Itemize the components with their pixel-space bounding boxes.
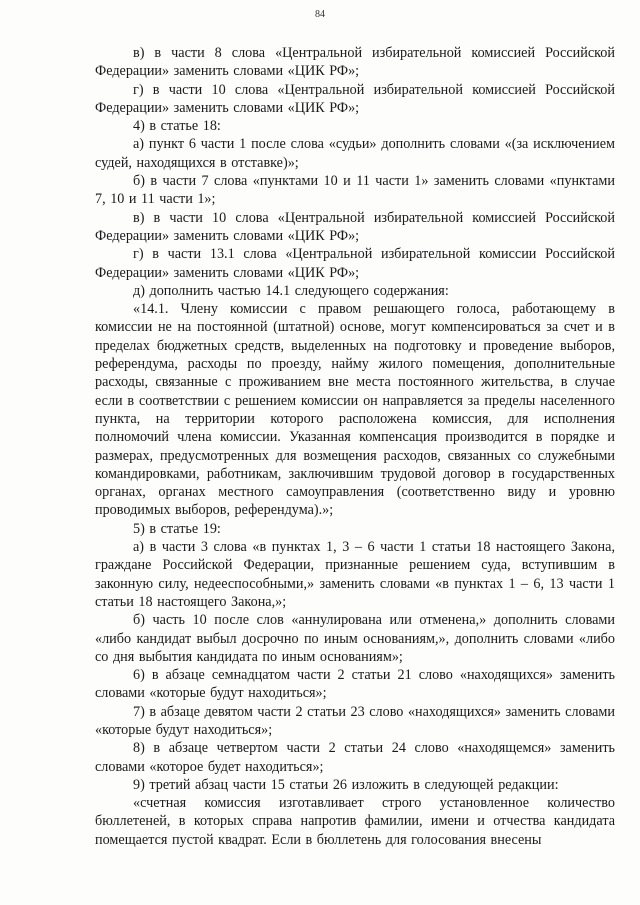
- paragraph-article-19: 5) в статье 19:: [133, 520, 221, 537]
- paragraph-b-part-7: б) в части 7 слова «пунктами 10 и 11 части 1» заменить словами «пунктами 7, 10 и 11 части 1»;: [95, 173, 615, 208]
- paragraph-article-24: 8) в абзаце четвертом части 2 статьи 24 слово «находящемся» заменить словами «которое будет находиться»;: [95, 740, 615, 775]
- paragraph-d-part-14-1: д) дополнить частью 14.1 следующего содержания:: [133, 282, 449, 299]
- paragraph-g-part-10: г) в части 10 слова «Центральной избирательной комиссией Российской Федерации» заменить словами «ЦИК РФ»;: [95, 81, 615, 116]
- document-body: [95, 44, 615, 849]
- paragraph-g-part-13-1: г) в части 13.1 слова «Центральной избирательной комиссии Российской Федерации» заменить словами «ЦИК РФ»;: [95, 246, 615, 281]
- paragraph-article-23: 7) в абзаце девятом части 2 статьи 23 слово «находящихся» заменить словами «которые будут находиться»;: [95, 703, 616, 738]
- paragraph-v-part-8: в) в части 8 слова «Центральной избирательной комиссией Российской Федерации» заменить словами «ЦИК РФ»;: [95, 45, 615, 80]
- paragraph-article-18: 4) в статье 18:: [133, 118, 221, 135]
- paragraph-article-26: 9) третий абзац части 15 статьи 26 изложить в следующей редакции:: [133, 776, 559, 793]
- page-number: 84: [315, 9, 325, 20]
- paragraph-v-part-10: в) в части 10 слова «Центральной избирательной комиссией Российской Федерации» заменить словами «ЦИК РФ»;: [95, 209, 615, 244]
- paragraph-article-21: 6) в абзаце семнадцатом части 2 статьи 21 слово «находящихся» заменить словами «которые будут находиться»;: [95, 667, 615, 702]
- paragraph-a-part-3: а) в части 3 слова «в пунктах 1, 3 – 6 части 1 статьи 18 настоящего Закона, граждане Российской Федерации, признанные решением суда, вступившим в законную силу, недееспособными,» заменить словами «в пунктах 1 – 6, 13 части 1 статьи 18 настоящего Закона,»;: [95, 539, 615, 610]
- paragraph-14-1-text: «14.1. Члену комиссии с правом решающего голоса, работающему в комиссии не на постоянной (штатной) основе, могут компенсироваться за счет и в пределах бюджетных средств, выделенных на подготовку и проведение выборов, референдума, расходы по проезду, найму жилого помещения, дополнительные расходы, связанные с проживанием вне места постоянного жительства, в случае если в соответствии с решением комиссии он направляется за пределы населенного пункта, на территории которого расположена комиссия, для исполнения полномочий члена комиссии. Указанная компенсация производится в порядке и размерах, предусмотренных для возмещения расходов, связанных со служебными командировками, работникам, заключившим трудовой договор в государственных органах, органах местного самоуправления (соответственно виду и уровню проводимых выборов, референдума).»;: [95, 301, 615, 519]
- paragraph-b-part-10: б) часть 10 после слов «аннулирована или отменена,» дополнить словами «либо кандидат выбыл досрочно по иным основаниям,», дополнить словами «либо со дня выбытия кандидата по иным основаниям»;: [95, 612, 615, 665]
- paragraph-counting-commission: «счетная комиссия изготавливает строго установленное количество бюллетеней, в которых справа напротив фамилии, имени и отчества кандидата помещается пустой квадрат. Если в бюллетень для голосования внесены: [95, 795, 615, 848]
- paragraph-a-point-6: а) пункт 6 части 1 после слова «судьи» дополнить словами «(за исключением судей, находящихся в отставке)»;: [95, 136, 615, 171]
